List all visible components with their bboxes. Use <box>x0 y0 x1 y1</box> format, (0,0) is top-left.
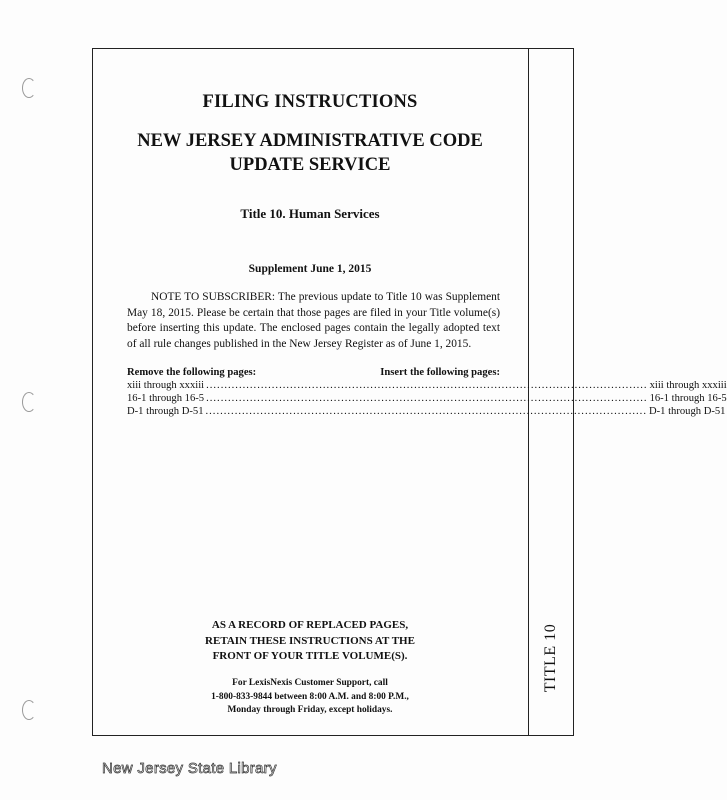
table-row <box>127 392 727 405</box>
support-line1: For LexisNexis Customer Support, call <box>232 678 388 688</box>
table-row <box>127 405 726 418</box>
support-line3: Monday through Friday, except holidays. <box>227 705 393 715</box>
dot-leader: ......................................................................................................................... <box>205 406 647 417</box>
insert-range: D-1 through D-51 <box>648 406 726 417</box>
page-title: FILING INSTRUCTIONS <box>202 92 418 112</box>
code-title-line1: NEW JERSEY ADMINISTRATIVE CODE <box>137 131 483 151</box>
remove-header: Remove the following pages: <box>127 367 257 378</box>
supplement-heading: Supplement June 1, 2015 <box>248 263 372 275</box>
record-line3: FRONT OF YOUR TITLE VOLUME(S). <box>212 650 408 662</box>
record-line1: AS A RECORD OF REPLACED PAGES, <box>211 619 409 631</box>
insert-header: Insert the following pages: <box>380 367 500 378</box>
code-title <box>92 129 528 177</box>
remove-range: D-1 through D-51 <box>127 406 204 417</box>
remove-range: xiii through xxxiii <box>127 380 205 391</box>
table-row <box>127 379 727 392</box>
support-line2: 1-800-833-9844 between 8:00 A.M. and 8:00 P.M., <box>211 691 409 702</box>
code-title-line2: UPDATE SERVICE <box>229 155 391 175</box>
dot-leader: ......................................................................................................................... <box>206 380 648 391</box>
note-to-subscriber: NOTE TO SUBSCRIBER: The previous update to Title 10 was Supplement May 18, 2015. Please be certain that those pages are filed in your Title volume(s) before inserting this update. The enclosed pages contain the legally adopted text of all rule changes published in the New Jersey Register as of June 1, 2015. <box>127 291 500 350</box>
punch-hole-icon <box>22 700 36 720</box>
library-stamp: New Jersey State Library <box>102 760 277 777</box>
pages-table-header <box>127 366 500 379</box>
punch-hole-icon <box>22 78 36 98</box>
record-line2: RETAIN THESE INSTRUCTIONS AT THE <box>205 634 415 647</box>
subject-heading: Title 10. Human Services <box>240 206 380 221</box>
insert-range: 16-1 through 16-5 <box>649 393 727 404</box>
insert-range: xiii through xxxiii <box>649 380 727 391</box>
pages-table <box>127 366 727 418</box>
remove-range: 16-1 through 16-5 <box>127 393 205 404</box>
tab-label-text: TITLE 10 <box>542 623 559 693</box>
dot-leader: ......................................................................................................................... <box>206 393 648 404</box>
customer-support <box>92 677 528 718</box>
record-notice <box>92 618 528 665</box>
punch-hole-icon <box>22 392 36 412</box>
